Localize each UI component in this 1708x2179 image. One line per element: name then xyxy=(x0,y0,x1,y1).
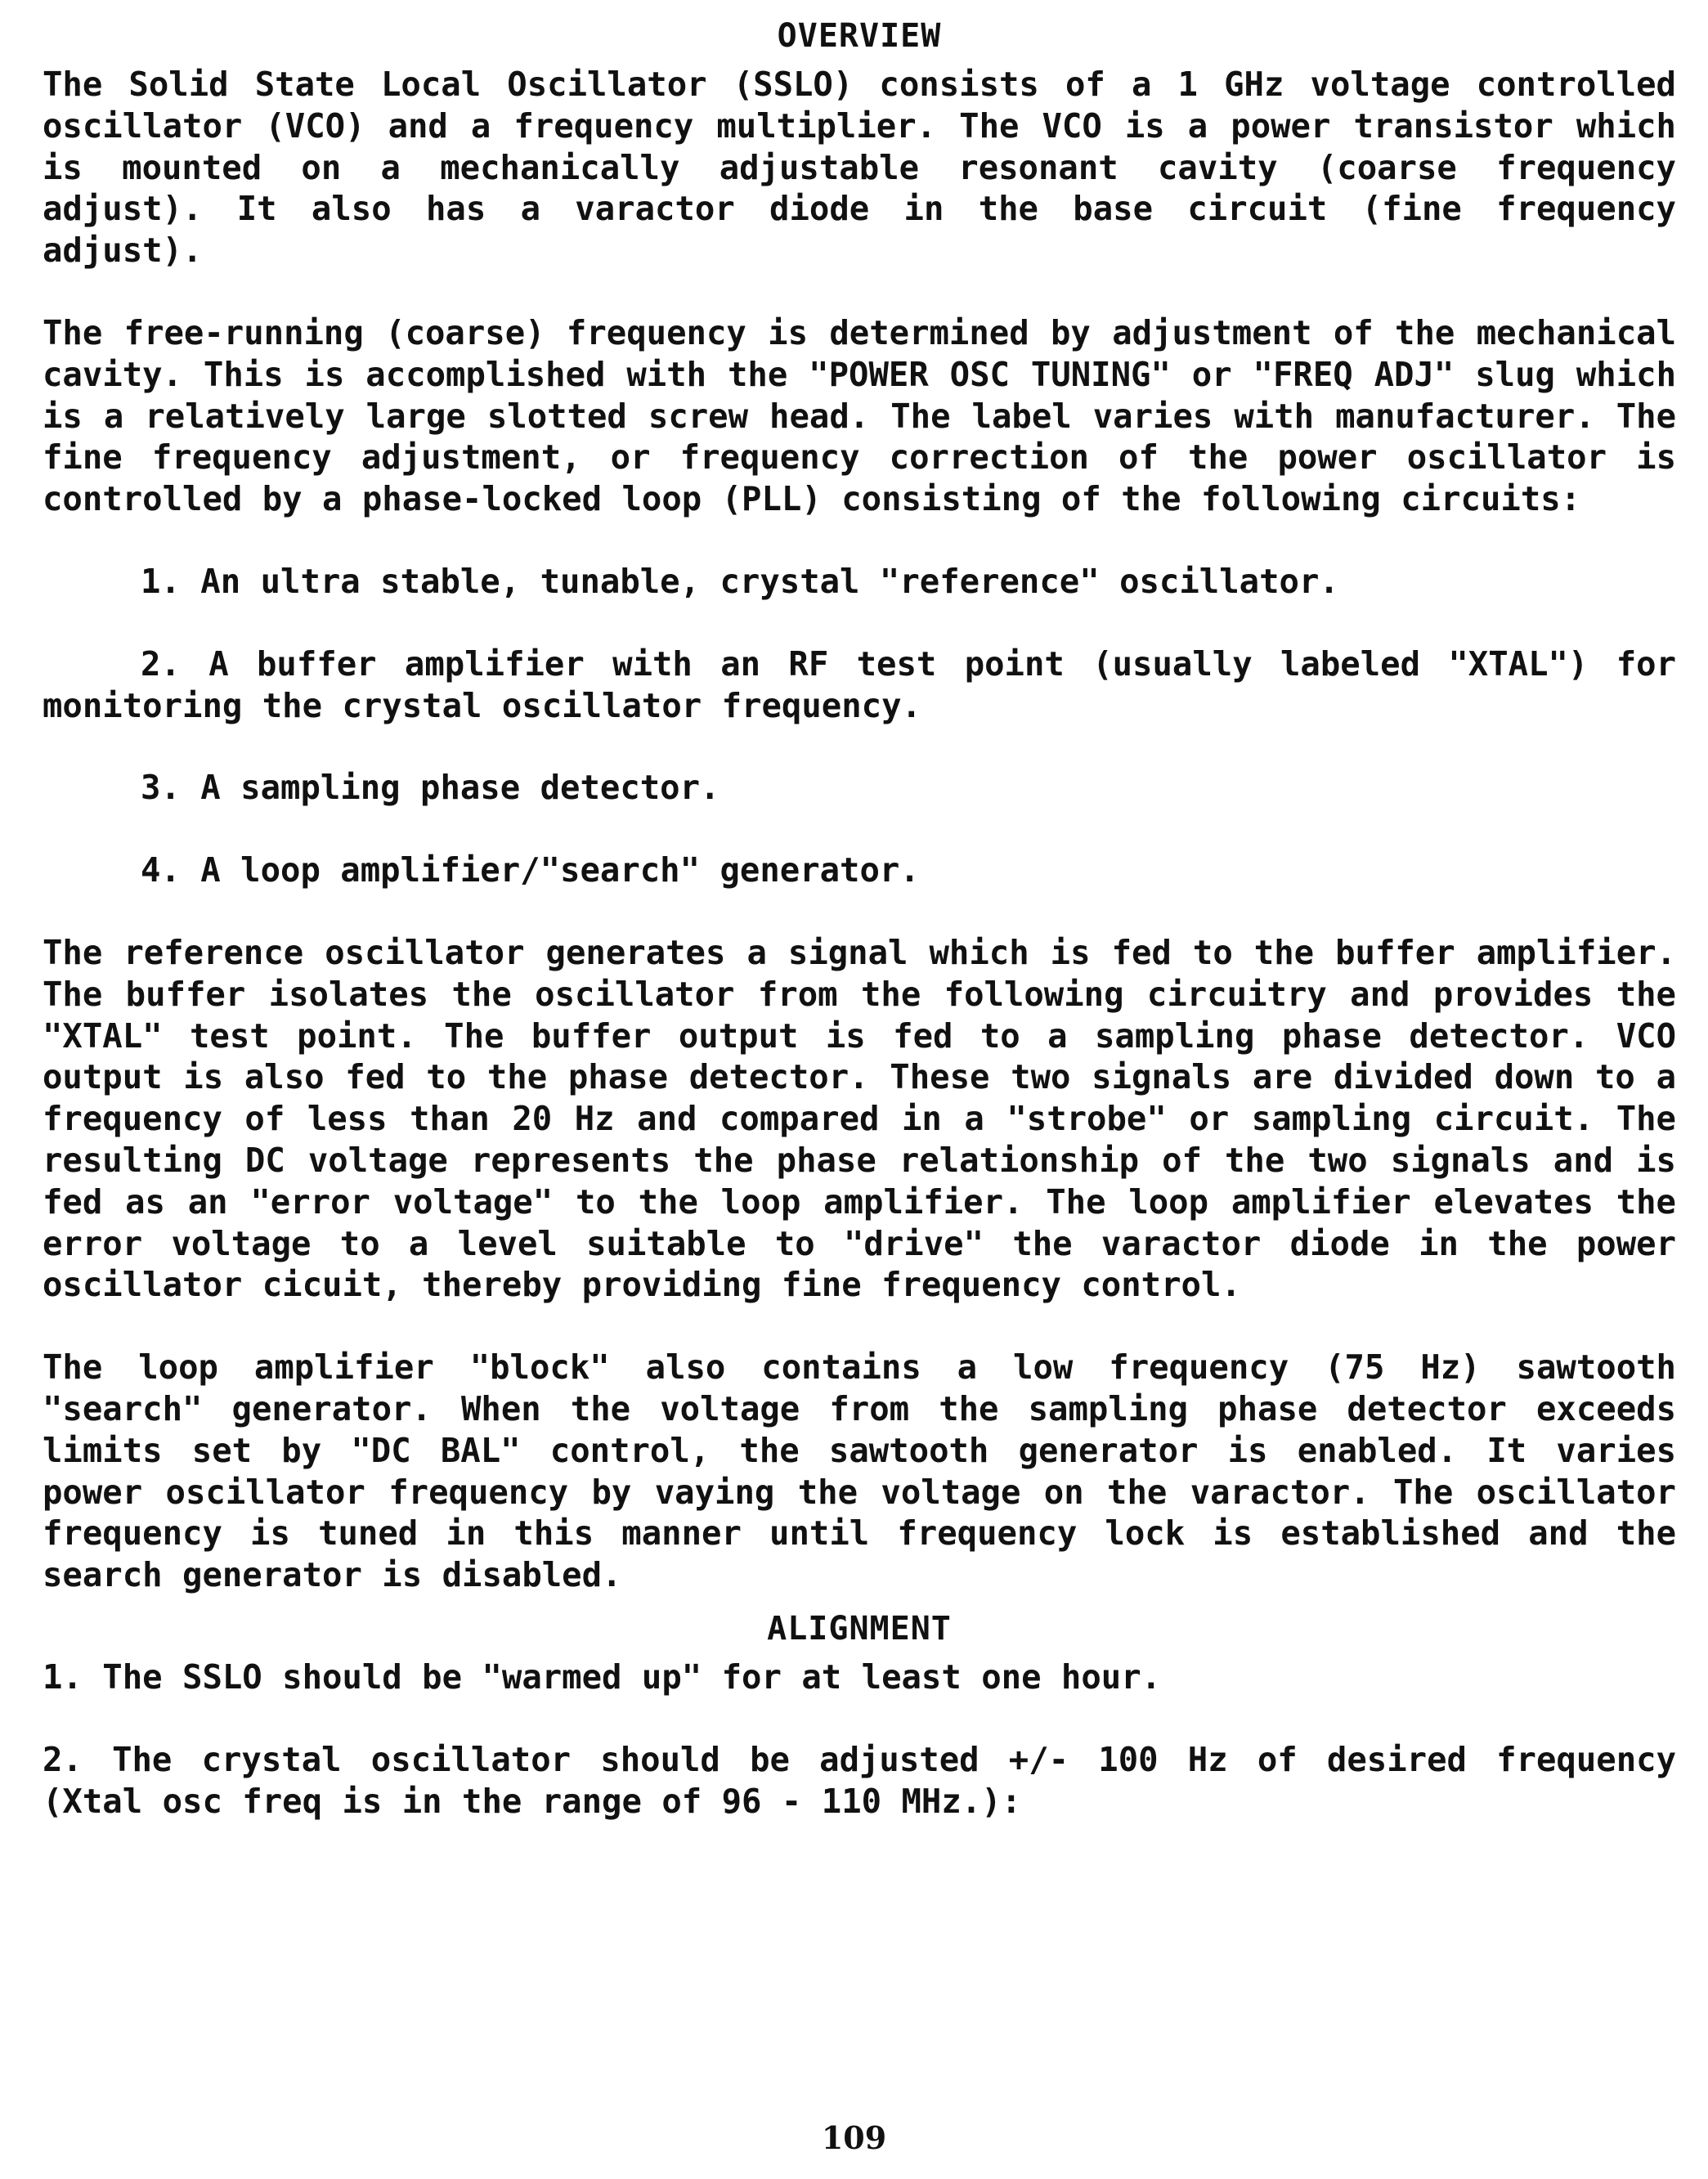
overview-heading: OVERVIEW xyxy=(777,17,942,55)
circuit-list-item-4: 4. A loop amplifier/"search" generator. xyxy=(141,850,920,890)
page-number: 109 xyxy=(821,2119,887,2156)
alignment-heading: ALIGNMENT xyxy=(767,1609,952,1648)
alignment-step-1: 1. The SSLO should be "warmed up" for at least one hour. xyxy=(43,1657,1162,1697)
circuit-list-item-1: 1. An ultra stable, tunable, crystal "reference" oscillator. xyxy=(141,561,1339,601)
circuit-list-item-3: 3. A sampling phase detector. xyxy=(141,768,720,808)
overview-paragraph-1: The Solid State Local Oscillator (SSLO) consists of a 1 GHz voltage controlled oscillator (VCO) and a frequency multiplier. The VCO is a power transistor which is mounted on a mechanically adjustable resonant cavity (coarse frequency adjust). It also has a varactor diode in the base circuit (fine frequency adjust). xyxy=(43,65,1676,271)
overview-paragraph-4: The loop amplifier "block" also contains a low frequency (75 Hz) sawtooth "search" generator. When the voltage from the sampling phase detector exceeds limits set by "DC BAL" control, the sawtooth generator is enabled. It varies power oscillator frequency by vaying the voltage on the varactor. The oscillator frequency is tuned in this manner until frequency lock is established and the search generator is disabled. xyxy=(43,1347,1676,1595)
alignment-step-2: 2. The crystal oscillator should be adjusted +/- 100 Hz of desired frequency (Xtal osc freq is in the range of 96 - 110 MHz.): xyxy=(43,1739,1676,1821)
overview-paragraph-2: The free-running (coarse) frequency is determined by adjustment of the mechanical cavity. This is accomplished with the "POWER OSC TUNING" or "FREQ ADJ" slug which is a relatively large slotted screw head. The label varies with manufacturer. The fine frequency adjustment, or frequency correction of the power oscillator is controlled by a phase-locked loop (PLL) consisting of the following circuits: xyxy=(43,312,1676,519)
overview-paragraph-3: The reference oscillator generates a signal which is fed to the buffer amplifier. The buffer isolates the oscillator from the following circuitry and provides the "XTAL" test point. The buffer output is fed to a sampling phase detector. VCO output is also fed to the phase detector. These two signals are divided down to a frequency of less than 20 Hz and compared in a "strobe" or sampling circuit. The resulting DC voltage represents the phase relationship of the two signals and is fed as an "error voltage" to the loop amplifier. The loop amplifier elevates the error voltage to a level suitable to "drive" the varactor diode in the power oscillator cicuit, thereby providing fine frequency control. xyxy=(43,932,1676,1305)
circuit-list-item-2: 2. A buffer amplifier with an RF test point (usually labeled "XTAL") for monitoring the crystal oscillator frequency. xyxy=(43,643,1676,725)
document-page xyxy=(43,15,1676,1863)
